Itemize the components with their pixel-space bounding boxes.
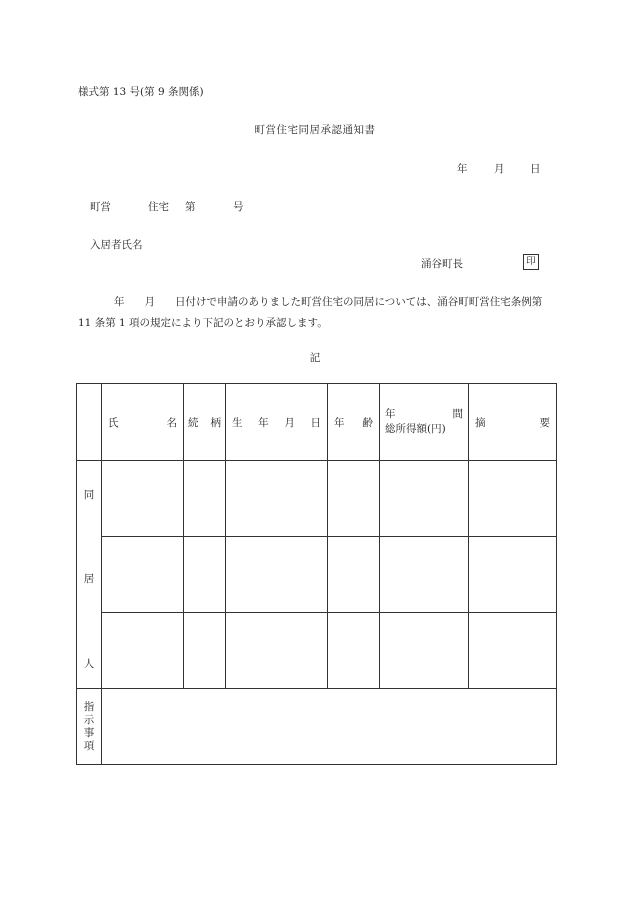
age-cell[interactable] — [328, 461, 380, 537]
cohabitant-label-cell — [77, 461, 102, 689]
seal-stamp: 印 — [523, 254, 539, 270]
date-day-label: 日 — [530, 163, 541, 175]
body-text: 日付けで申請のありました町営住宅の同居については、涌谷町町営住宅条例第 11 条第 1 項の規定により下記のとおり承認します。 — [78, 296, 543, 329]
date-year-label: 年 — [457, 163, 468, 175]
age-cell[interactable] — [328, 613, 380, 689]
housing-number-prefix: 第 — [185, 201, 196, 213]
relation-cell[interactable] — [184, 613, 226, 689]
remarks-cell[interactable] — [469, 461, 557, 537]
header-name: 氏 名 — [102, 384, 184, 461]
relation-cell[interactable] — [184, 537, 226, 613]
remarks-cell[interactable] — [469, 537, 557, 613]
form-number: 様式第 13 号(第 9 条関係) — [78, 86, 204, 98]
header-age: 年 齢 — [328, 384, 380, 461]
instruction-label-char: 指 — [83, 700, 95, 713]
instruction-label-char: 項 — [83, 739, 95, 752]
table-row — [77, 537, 557, 613]
body-year-label: 年 — [114, 296, 125, 308]
remarks-cell[interactable] — [469, 613, 557, 689]
cohabitant-table — [76, 383, 557, 765]
header-remarks: 摘 要 — [469, 384, 557, 461]
instruction-label-char: 事 — [83, 726, 95, 739]
table-row — [77, 461, 557, 537]
cohabitant-label-char: 同 — [83, 489, 95, 501]
instruction-row — [77, 689, 557, 765]
cohabitant-label-char: 人 — [83, 658, 95, 670]
header-birthdate: 生 年 月 日 — [226, 384, 328, 461]
birthdate-cell[interactable] — [226, 613, 328, 689]
age-cell[interactable] — [328, 537, 380, 613]
body-month-label: 月 — [144, 296, 155, 308]
table-row — [77, 613, 557, 689]
housing-suffix: 住宅 — [148, 201, 169, 213]
birthdate-cell[interactable] — [226, 461, 328, 537]
corner-cell — [77, 384, 102, 461]
income-cell[interactable] — [380, 537, 469, 613]
header-row — [77, 384, 557, 461]
housing-prefix: 町営 — [90, 201, 111, 213]
instruction-label-char: 示 — [83, 713, 95, 726]
ki-heading: 記 — [309, 352, 321, 364]
housing-number-suffix: 号 — [233, 201, 244, 213]
mayor-title: 涌谷町長 — [421, 258, 463, 270]
instruction-label-cell — [77, 689, 102, 765]
name-cell[interactable] — [102, 613, 184, 689]
resident-name-label: 入居者氏名 — [90, 239, 143, 251]
income-cell[interactable] — [380, 613, 469, 689]
header-income: 年 間 総所得額(円) — [380, 384, 469, 461]
body-paragraph — [78, 292, 548, 334]
cohabitant-label-char: 居 — [83, 573, 95, 585]
date-month-label: 月 — [494, 163, 505, 175]
header-relation: 続 柄 — [184, 384, 226, 461]
instruction-content-cell[interactable] — [102, 689, 557, 765]
relation-cell[interactable] — [184, 461, 226, 537]
document-title: 町営住宅同居承認通知書 — [254, 124, 376, 136]
name-cell[interactable] — [102, 461, 184, 537]
income-cell[interactable] — [380, 461, 469, 537]
birthdate-cell[interactable] — [226, 537, 328, 613]
name-cell[interactable] — [102, 537, 184, 613]
